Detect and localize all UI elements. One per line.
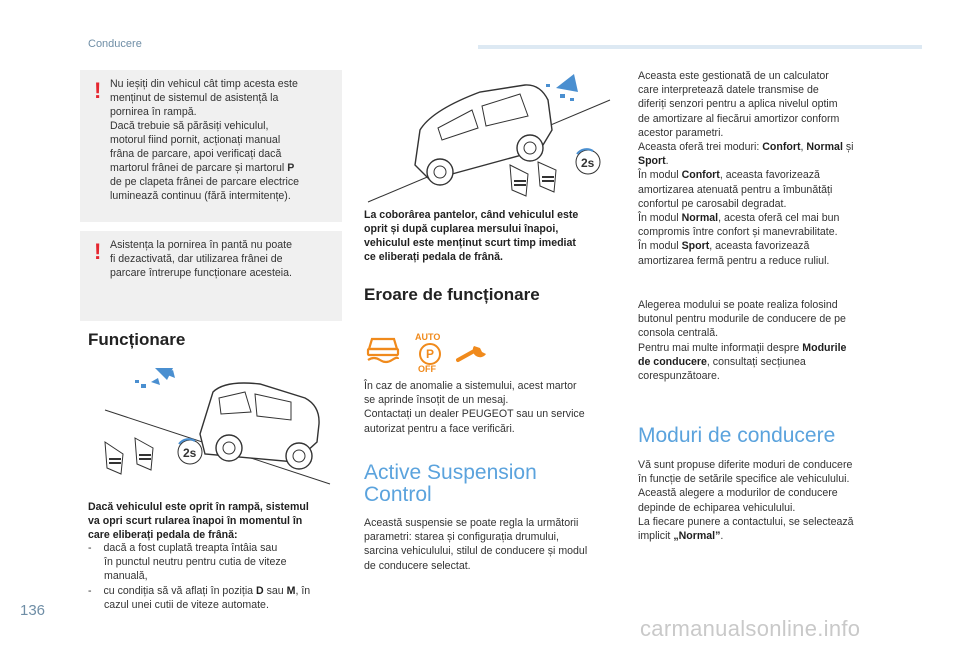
warning-exclamation-icon: ! (94, 239, 102, 264)
warning-text-exit-vehicle: Nu ieșiți din vehicul cât timp acesta este menținut de sistemul de asistență la pornirea în rampă. Dacă trebuie să părăsiți vehiculul, motorul fiind pornit, acționați manual frâna de parcare, apoi verificați dacă martorul frânei de parcare și martorul P de pe clapeta frânei de parcare electrice luminează continuu (fără intermitențe). (110, 78, 300, 202)
fault-text: În caz de anomalie a sistemului, acest martor se aprinde însoțit de un mesaj. Contactați un dealer PEUGEOT sau un service autorizat pentru a face verificări. (364, 380, 585, 435)
warning-text-deactivation: Asistența la pornirea în pantă nu poate fi dezactivată, dar utilizarea frânei de parcare întrerupe funcționare acesteia. (110, 239, 292, 279)
driving-modes-text: Vă sunt propuse diferite moduri de conducere în funcție de setările specifice ale vehiculului. Această alegere a modurilor de conducere depinde de echiparea vehiculului. La fiecare punere a contactului, se selectează implicit „Normal”. (638, 459, 854, 543)
page-number: 136 (20, 602, 46, 619)
uphill-car-illustration (95, 362, 335, 492)
section-header: Conducere (88, 38, 142, 50)
heading-active-suspension: Active Suspension Control (364, 461, 537, 506)
mode-selection-text: Alegerea modului se poate realiza folosind butonul pentru modurile de conducere de pe consola centrală. Pentru mai multe informații despre Modurile de conducere, consultați secțiunea corespunzătoare. (638, 299, 847, 383)
svg-text:2s: 2s (183, 446, 197, 460)
heading-functionare: Funcționare (88, 330, 186, 349)
watermark: carmanualsonline.info (640, 616, 861, 641)
warning-box-exit-vehicle (80, 70, 342, 222)
suspension-modes-text: Aceasta este gestionată de un calculator care interpretează datele transmise de diferiți senzori pentru a aplica nivelul optim de amortizare al fiecărui amortizor conform acestor parametri. Aceasta oferă trei moduri: Confort, Normal și Sport. În modul Confort, aceasta favorizează amortizarea atenuată pentru a îmbunătăți confortul pe carosabil degradat. În modul Normal, acesta oferă cel mai bun compromis între confort și manevrabilitate. În modul Sport, aceasta favorizează amortizarea fermă pentru a reduce ruliul. (638, 70, 854, 267)
downhill-car-illustration (360, 70, 620, 205)
auto-parking-off-icon: AUTO P OFF (415, 332, 441, 374)
warning-box-deactivation (80, 231, 342, 321)
wrench-service-icon (456, 340, 490, 364)
conditions-list: - dacă a fost cuplată treapta întâia sau în punctul neutru pentru cutia de viteze manuală, - cu condiția să vă aflați în poziția D sau M, în cazul unei cutii de viteze automate. (88, 541, 342, 612)
suspension-fault-warning-icon (366, 335, 400, 365)
heading-moduri-conducere: Moduri de conducere (638, 424, 836, 447)
suspension-text: Această suspensie se poate regla la următorii parametri: starea și configurația drumului, sarcina vehiculului, stilul de conducere și modul de conducere selectat. (364, 517, 588, 572)
list-item: - dacă a fost cuplată treapta întâia sau (88, 542, 278, 554)
svg-text:2s: 2s (581, 156, 595, 170)
heading-eroare: Eroare de funcționare (364, 285, 540, 304)
uphill-caption: Dacă vehiculul este oprit în rampă, sistemul va opri scurt rularea înapoi în momentul în care eliberați pedala de frână: (88, 501, 309, 541)
downhill-caption: La coborârea pantelor, când vehiculul este oprit și după cuplarea mersului înapoi, vehiculul este menținut scurt timp imediat ce eliberați pedala de frână. (364, 209, 579, 263)
header-bar (478, 45, 922, 49)
warning-exclamation-icon: ! (94, 78, 102, 103)
list-item: - cu condiția să vă aflați în poziția D sau M, în (88, 584, 311, 597)
